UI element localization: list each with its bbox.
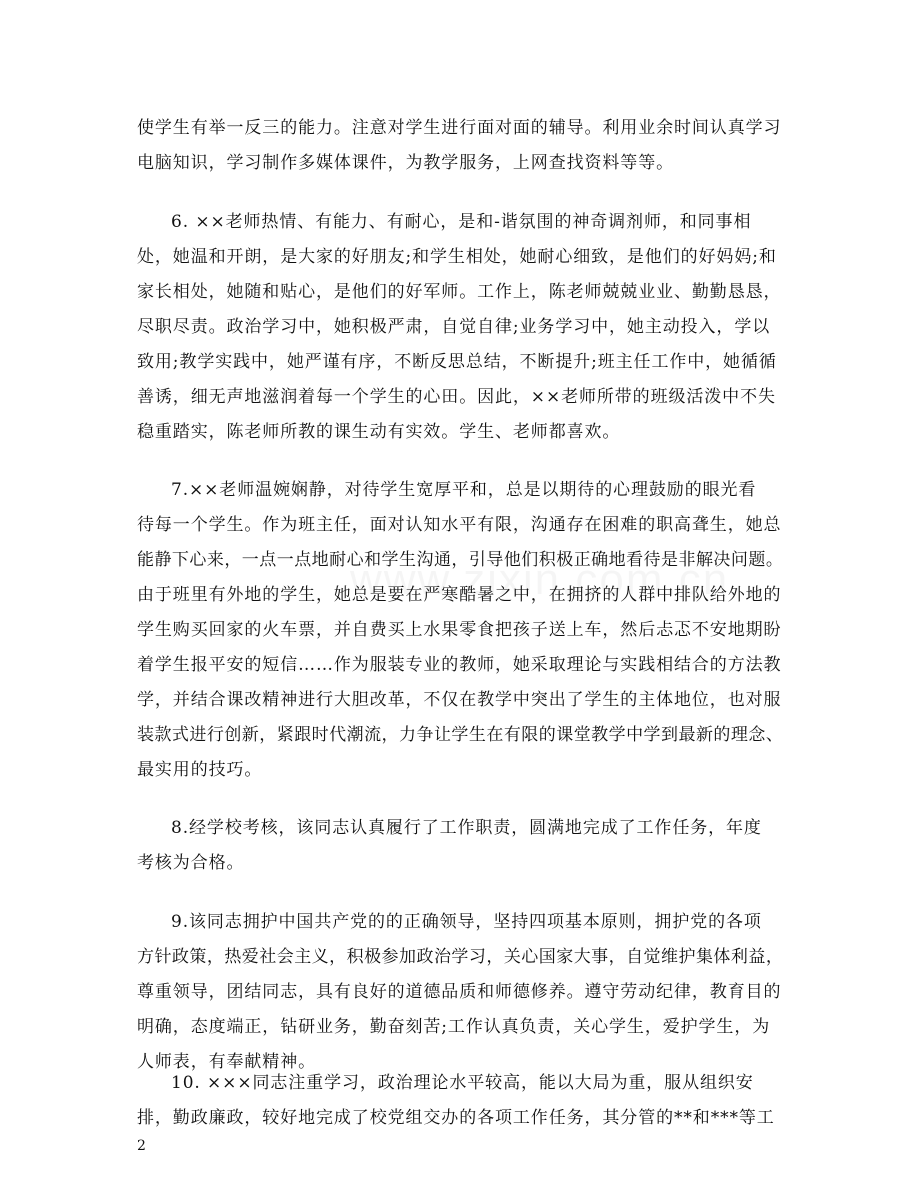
text-line: 考核为合格。 <box>137 853 245 873</box>
paragraph-7-first-line: 7.××老师温婉娴静，对待学生宽厚平和，总是以期待的心理鼓励的眼光看 <box>171 480 757 500</box>
text-line: 善诱，细无声地滋润着每一个学生的心田。因此，××老师所带的班级活泼中不失 <box>137 387 776 407</box>
paragraph-6-first-line: 6. ××老师热情、有能力、有耐心，是和-谐氛围的神奇调剂师，和同事相 <box>171 212 752 232</box>
text-line: 尊重领导，团结同志，具有良好的道德品质和师德修养。遵守劳动纪律，教育目的 <box>137 982 782 1002</box>
text-line: 致用;教学实践中，她严谨有序，不断反思总结，不断提升;班主任工作中，她循循 <box>137 352 777 372</box>
text-line: 装款式进行创新，紧跟时代潮流，力争让学生在有限的课堂教学中学到最新的理念、 <box>137 725 784 745</box>
text-line: 待每一个学生。作为班主任，面对认知水平有限，沟通存在困难的职高聋生，她总 <box>137 515 782 535</box>
text-line: 学生购买回家的火车票，并自费买上水果零食把孩子送上车，然后忐忑不安地期盼 <box>137 620 782 640</box>
paragraph-9-first-line: 9.该同志拥护中国共产党的的正确领导，坚持四项基本原则，拥护党的各项 <box>171 912 762 932</box>
text-line: 家长相处，她随和贴心，是他们的好军师。工作上，陈老师兢兢业业、勤勤恳恳， <box>137 282 782 302</box>
paragraph-10-first-line: 10. ×××同志注重学习，政治理论水平较高，能以大局为重，服从组织安 <box>171 1073 754 1093</box>
text-line: 人师表，有奉献精神。 <box>137 1052 316 1072</box>
text-line: 能静下心来，一点一点地耐心和学生沟通，引导他们积极正确地看待是非解决问题。 <box>137 550 784 570</box>
text-line: 方针政策，热爱社会主义，积极参加政治学习，关心国家大事，自觉维护集体利益， <box>137 947 784 967</box>
text-line: 由于班里有外地的学生，她总是要在严寒酷暑之中，在拥挤的人群中排队给外地的 <box>137 585 782 605</box>
text-line: 明确，态度端正，钻研业务，勤奋刻苦;工作认真负责，关心学生，爱护学生，为 <box>137 1017 771 1037</box>
text-line: 学，并结合课改精神进行大胆改革，不仅在教学中突出了学生的主体地位，也对服 <box>137 690 782 710</box>
text-line: 处，她温和开朗，是大家的好朋友;和学生相处，她耐心细致，是他们的好妈妈;和 <box>137 247 777 267</box>
paragraph-8-first-line: 8.经学校考核，该同志认真履行了工作职责，圆满地完成了工作任务，年度 <box>171 818 762 838</box>
text-line: 电脑知识，学习制作多媒体课件，为教学服务，上网查找资料等等。 <box>137 153 674 173</box>
text-line: 尽职尽责。政治学习中，她积极严肃，自觉自律;业务学习中，她主动投入，学以 <box>137 317 771 337</box>
text-line: 最实用的技巧。 <box>137 760 263 780</box>
text-line: 着学生报平安的短信……作为服装专业的教师，她采取理论与实践相结合的方法教 <box>137 655 782 675</box>
page-number: 2 <box>137 1138 146 1154</box>
text-line: 稳重踏实，陈老师所教的课生动有实效。学生、老师都喜欢。 <box>137 422 621 442</box>
text-line: 使学生有举一反三的能力。注意对学生进行面对面的辅导。利用业余时间认真学习 <box>137 118 782 138</box>
text-line: 排，勤政廉政，较好地完成了校党组交办的各项工作任务，其分管的**和***等工 <box>137 1108 775 1128</box>
